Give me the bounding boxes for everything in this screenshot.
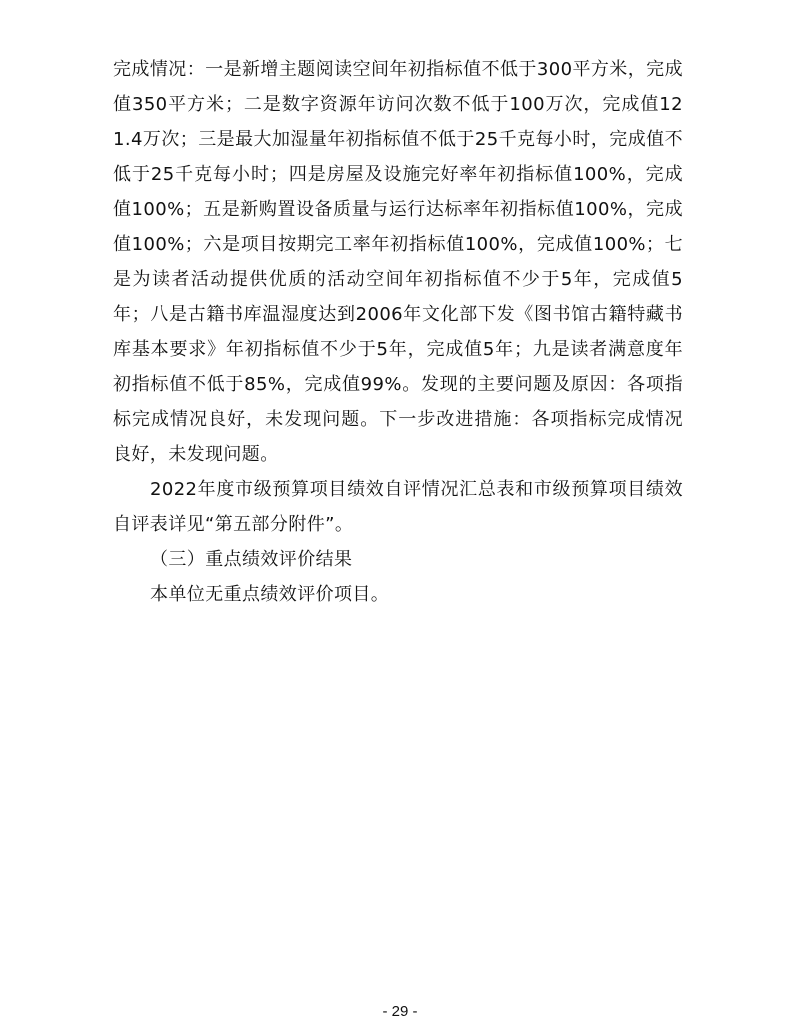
document-body (113, 52, 683, 612)
section-heading: （三）重点绩效评价结果 (150, 549, 353, 570)
page-number: - 29 - (382, 1003, 418, 1020)
attachment-reference-paragraph: 2022年度市级预算项目绩效自评情况汇总表和市级预算项目绩效自评表详见“第五部分附件”。 (113, 479, 683, 535)
section-text: 本单位无重点绩效评价项目。 (150, 584, 390, 605)
completion-status-paragraph: 完成情况：一是新增主题阅读空间年初指标值不低于300平方米，完成值350平方米；二是数字资源年访问次数不低于100万次，完成值121.4万次；三是最大加湿量年初指标值不低于25千克每小时，完成值不低于25千克每小时；四是房屋及设施完好率年初指标值100%，完成值100%；五是新购置设备质量与运行达标率年初指标值100%，完成值100%；六是项目按期完工率年初指标值100%，完成值100%；七是为读者活动提供优质的活动空间年初指标值不少于5年，完成值5年；八是古籍书库温湿度达到2006年文化部下发《图书馆古籍特藏书库基本要求》年初指标值不少于5年，完成值5年；九是读者满意度年初指标值不低于85%，完成值99%。发现的主要问题及原因：各项指标完成情况良好，未发现问题。下一步改进措施：各项指标完成情况良好，未发现问题。 (113, 59, 683, 465)
